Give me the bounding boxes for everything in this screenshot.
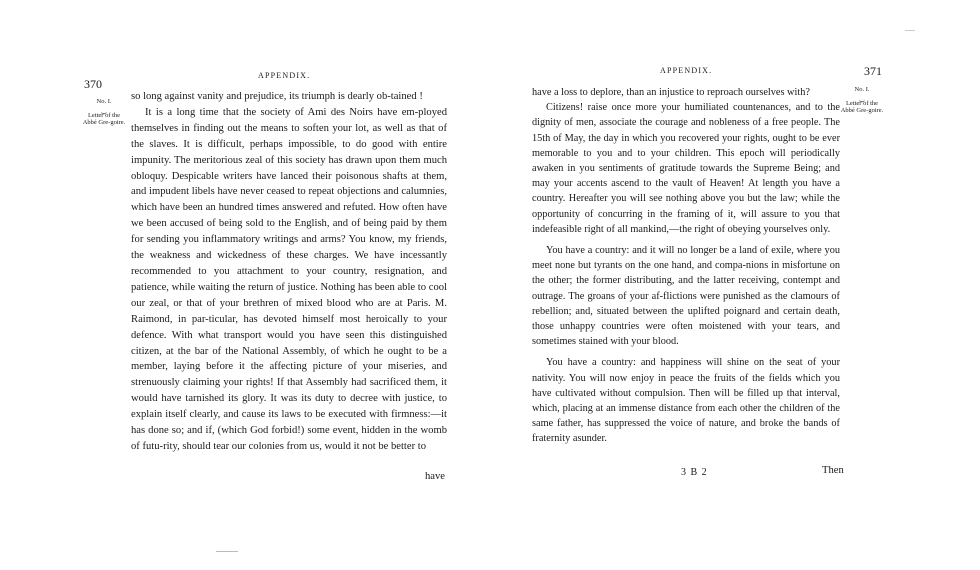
left-running-head: APPENDIX. [258,71,311,80]
scan-speck [905,30,915,31]
right-running-head: APPENDIX. [660,66,713,75]
left-sidenote-number: No. I. [96,98,112,105]
left-paragraph: so long against vanity and prejudice, its triumph is dearly ob-tained ! [131,91,423,102]
signature-mark: 3 B 2 [681,467,708,478]
left-page-body [131,89,447,455]
right-paragraph: You have a country: and it will no longer be a land of exile, where you meet none but tyrants on the one hand, and compa-nions in misfortune on the other; the former distributing, and the latter receiving, contempt and outrage. The groans of your af-flictions were punished as the clamours of rebellion; and, situated between the uplifted poignard and certain death, those unhappy countries were often moistened with your tears, and sometimes stained with your blood. [532,245,840,348]
left-sidenote [82,98,126,127]
right-sidenote [840,86,884,115]
right-page-body [532,85,840,447]
right-sidenote-number: No. I. [854,86,870,93]
left-paragraph: It is a long time that the society of Ami des Noirs have em-ployed themselves in finding out the means to soften your lot, as well as that of the slaves. It is difficult, perhaps impossible, to do good with entire impunity. The meritorious zeal of this society has drawn upon them much obloquy. Despicable writers have lanced their poisonous shafts at them, and impudent libels have never ceased to repeat objections and calumnies, which have been an hundred times answered and refuted. How often have we been accused of being sold to the English, and of being paid by them for sending you inflammatory writings and arms? You know, my friends, the weakness and wickedness of these charges. We have incessantly recommended to you attachment to your country, resignation, and patience, while waiting the return of justice. Nothing has been able to cool our zeal, or that of your brethren of mixed blood who are at Paris. M. Raimond, in par-ticular, has devoted himself most heroically to your defence. With what transport would you have seen this distinguished citizen, at the bar of the National Assembly, of which he ought to be a member, laying before it the affecting picture of your miseries, and strenuously claiming your rights! If that Assembly had sacrificed them, it would have tarnished its glory. It was its duty to decree with justice, to explain itself clearly, and cause its laws to be executed with firmness:—it has done so; and if, (which God forbid!) some event, hidden in the womb of futu-rity, should tear our colonies from us, would it not be better to [131,106,447,452]
left-sidenote-text: Letter of the Abbé Gre-goire. [82,111,126,126]
right-paragraph: You have a country: and happiness will shine on the seat of your nativity. You will now enjoy in peace the fruits of the fields which you have cultivated without compulsion. Then will be filled up that interval, which, placing at an immense distance from each other the children of the same father, has suppressed the voice of nature, and broke the bands of fraternity asunder. [532,357,840,445]
right-paragraph: Citizens! raise once more your humiliated countenances, and to the dignity of men, associate the courage and nobleness of a free people. The 15th of May, the day in which you recovered your rights, ought to be ever memorable to you and to your children. This epoch will periodically awaken in you sentiments of gratitude towards the Supreme Being; and may your accents ascend to the vault of Heaven! At length you have a country. Hereafter you will see nothing above you but the law; while the opportunity of concurring in the framing of it, will assure to you that indefeasible right of all mankind,—the right of obeying yourselves only. [532,102,840,235]
right-paragraph: have a loss to deplore, than an injustice to reproach ourselves with? [532,87,810,98]
right-page-number: 371 [864,64,882,78]
scan-speck [216,551,238,552]
left-catchword: have [425,471,445,482]
right-sidenote-brace: ⏟ [859,91,865,102]
left-sidenote-brace: ⏟ [101,103,107,114]
right-catchword: Then [822,465,844,476]
right-sidenote-text: Letter of the Abbé Gre-goire. [840,99,884,114]
left-page-number: 370 [84,77,102,91]
